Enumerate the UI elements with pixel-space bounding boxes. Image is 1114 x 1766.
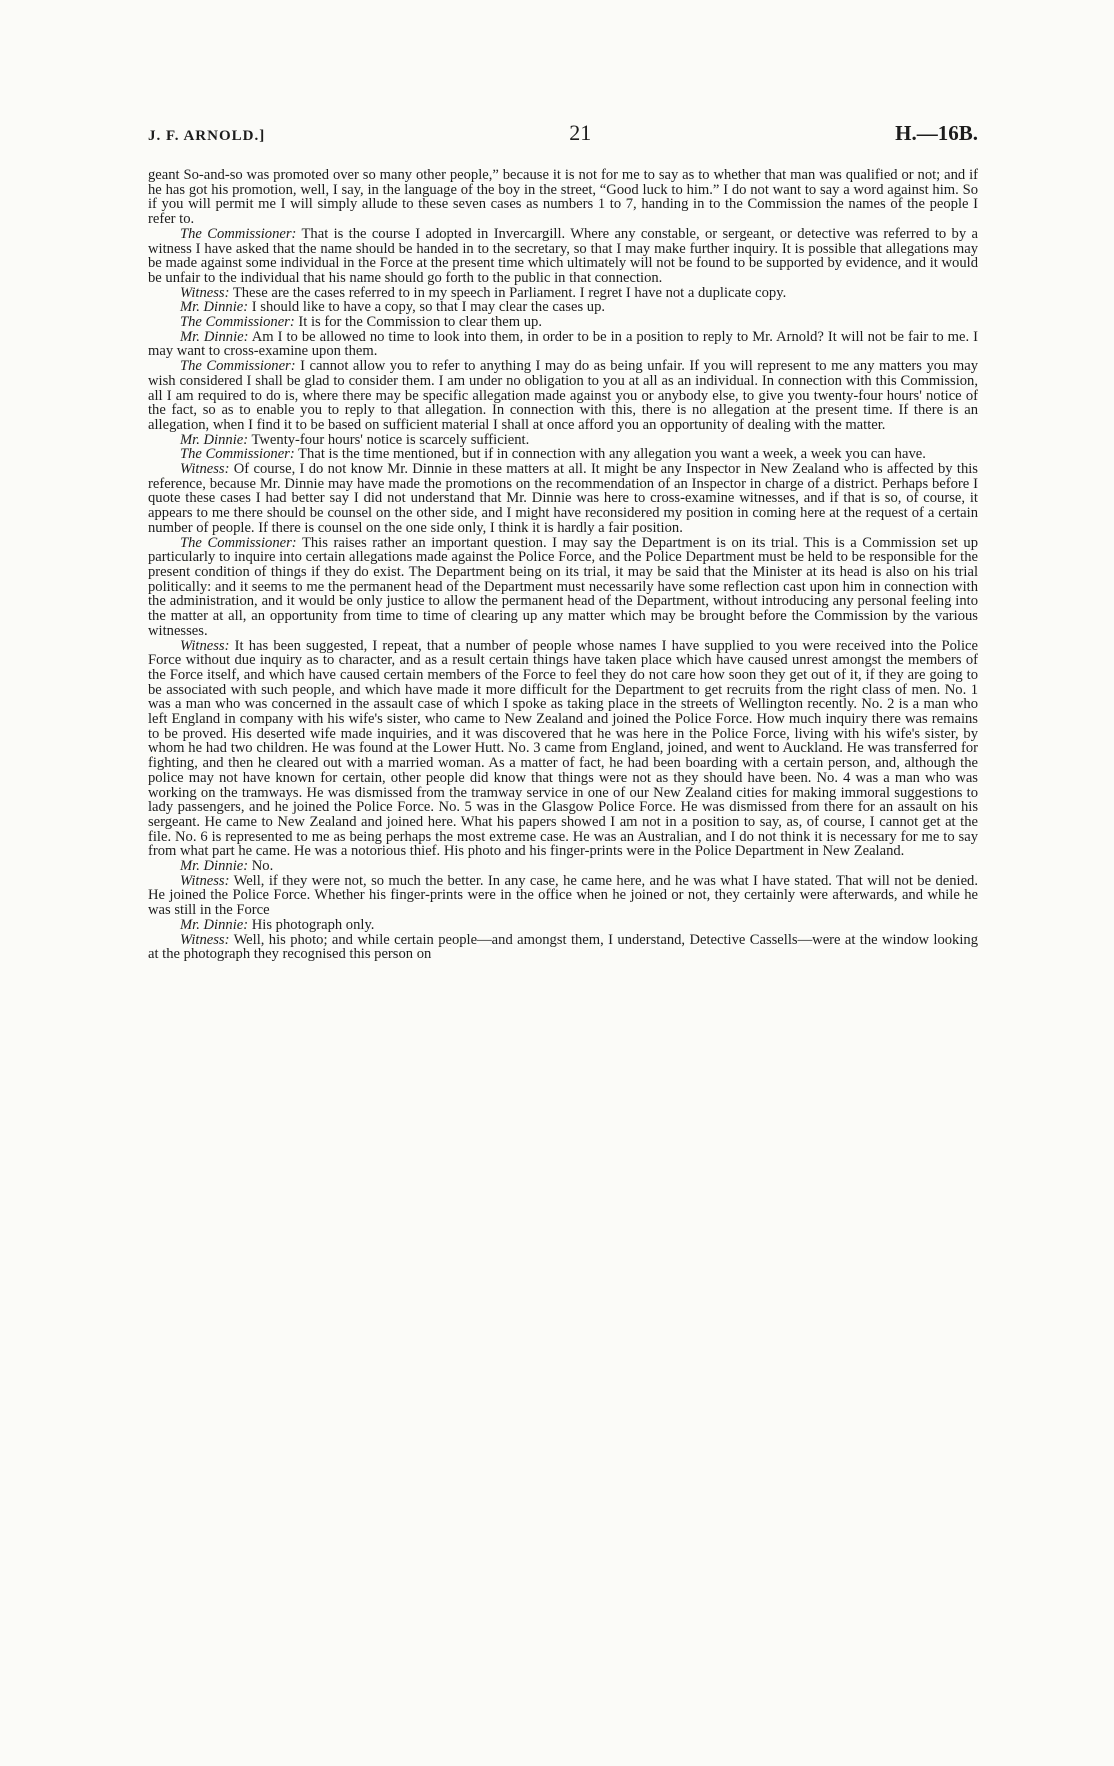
transcript-paragraph: [148, 168, 978, 227]
transcript-paragraph: [148, 447, 978, 462]
paragraph-text: It has been suggested, I repeat, that a number of people whose names I have supplied to you were received into the Police Force without due inquiry as to character, and as a result certain things have taken place which have caused unrest amongst the members of the Force itself, and which have caused certain members of the Force to feel they do not care how soon they get out of it, if they are going to be associated with such people, and which have made it more difficult for the Department to get recruits from the right class of men. No. 1 was a man who was concerned in the assault case of which I spoke as taking place in the streets of Wellington recently. No. 2 is a man who left England in company with his wife's sister, who came to New Zealand and joined the Police Force. How much inquiry there was remains to be proved. His deserted wife made inquiries, and it was discovered that he was here in the Police Force, living with his wife's sister, by whom he had two children. He was found at the Lower Hutt. No. 3 came from England, joined, and went to Auckland. He was transferred for fighting, and then he cleared out with a married woman. As a matter of fact, he had been boarding with a certain person, and, although the police may not have known for certain, other people did know that things were not as they should have been. No. 4 was a man who was working on the tramways. He was dismissed from the tramway service in one of our New Zealand cities for making immoral suggestions to lady passengers, and he joined the Police Force. No. 5 was in the Glasgow Police Force. He was dismissed from there for an assault on his sergeant. He came to New Zealand and joined here. What his papers showed I am not in a position to say, as, of course, I cannot get at the file. No. 6 is represented to me as being perhaps the most extreme case. He was an Australian, and I do not think it is necessary for me to say from what part he came. He was a notorious thief. His photo and his finger-prints were in the Police Department in New Zealand.: [148, 637, 978, 860]
paragraph-text: It is for the Commission to clear them up.: [298, 314, 542, 331]
paragraph-text: That is the course I adopted in Invercargill. Where any constable, or sergeant, or detective was referred to by a witness I have asked that the name should be handed in to the secretary, so that I may make further inquiry. It is possible that allegations may be made against some individual in the Force at the present time which ultimately will not be found to be supported by evidence, and it would be unfair to the individual that his name should go forth to the public in that connection.: [148, 225, 978, 286]
paragraph-text: geant So-and-so was promoted over so many other people,” because it is not for me to say as to whether that man was qualified or not; and if he has got his promotion, well, I say, in the language of the boy in the street, “Good luck to him.” I do not want to say a word against him. So if you will permit me I will simply allude to these seven cases as numbers 1 to 7, handing in to the Commission the names of the people I refer to.: [148, 167, 978, 228]
speaker-label: Mr. Dinnie:: [180, 916, 249, 933]
paragraph-text: I should like to have a copy, so that I may clear the cases up.: [251, 299, 606, 316]
speaker-label: The Commissioner:: [180, 225, 297, 242]
transcript-paragraph: [148, 918, 978, 933]
speaker-label: The Commissioner:: [180, 358, 296, 375]
paragraph-text: His photograph only.: [251, 916, 375, 933]
paragraph-text: Well, his photo; and while certain people—and amongst them, I understand, Detective Cassells—were at the window looking at the photograph they recognised this person on: [148, 931, 979, 963]
paragraph-text: These are the cases referred to in my speech in Parliament. I regret I have not a duplicate copy.: [232, 284, 787, 301]
speaker-label: Mr. Dinnie:: [180, 328, 249, 345]
speaker-label: The Commissioner:: [180, 534, 297, 551]
speaker-label: Witness:: [180, 284, 230, 301]
speaker-label: Mr. Dinnie:: [180, 299, 249, 316]
paragraph-text: I cannot allow you to refer to anything I may do as being unfair. If you will represent to me any matters you may wish considered I shall be glad to consider them. I am under no obligation to you at all as an individual. In connection with this Commission, all I am required to do is, where there may be specific allegation made against you or anybody else, to give you twenty-four hours' notice of the fact, so as to enable you to reply to that allegation. In connection with this, there is no allegation at the present time. If there is an allegation, when I find it to be based on sufficient material I shall at once afford you an opportunity of dealing with the matter.: [148, 358, 978, 433]
paragraph-text: Well, if they were not, so much the better. In any case, he came here, and he was what I have stated. That will not be denied. He joined the Police Force. Whether his finger-prints were in the office when he joined or not, they certainly were afterwards, and while he was still in the Force: [148, 872, 979, 919]
transcript-paragraph: [148, 859, 978, 874]
page-number: 21: [569, 120, 592, 145]
transcript-paragraph: [148, 227, 978, 286]
transcript-paragraph: [148, 315, 978, 330]
paper-reference: H.—16B.: [895, 121, 978, 145]
paragraph-text: No.: [251, 858, 274, 875]
transcript-paragraph: [148, 286, 978, 301]
transcript-paragraph: [148, 639, 978, 860]
transcript-paragraph: [148, 536, 978, 639]
speaker-label: Mr. Dinnie:: [180, 858, 249, 875]
speaker-label: Mr. Dinnie:: [180, 431, 249, 448]
paragraph-text: That is the time mentioned, but if in connection with any allegation you want a week, a week you can have.: [298, 446, 926, 463]
speaker-label: Witness:: [180, 637, 230, 654]
page-header: [148, 120, 978, 168]
transcript-paragraph: [148, 462, 978, 536]
speaker-label: The Commissioner:: [180, 314, 295, 331]
paragraph-text: This raises rather an important question. I may say the Department is on its trial. This is a Commission set up particularly to inquire into certain allegations made against the Police Force, and the Police Department must be held to be responsible for the present condition of things if they do exist. The Department being on its trial, it may be said that the Minister at its head is also on his trial politically: and it seems to me the permanent head of the Department must necessarily have some reflection cast upon him in connection with the administration, and it would be only justice to allow the permanent head of the Department, without introducing any personal feeling into the matter at all, an opportunity from time to time of clearing up any matter which may be brought before the Commission by the various witnesses.: [148, 534, 979, 639]
transcript-body: [148, 168, 978, 962]
transcript-paragraph: [148, 874, 978, 918]
transcript-paragraph: [148, 933, 978, 962]
transcript-paragraph: [148, 433, 978, 448]
witness-header: J. F. ARNOLD.]: [148, 128, 266, 144]
paragraph-text: Twenty-four hours' notice is scarcely sufficient.: [251, 431, 530, 448]
transcript-paragraph: [148, 330, 978, 359]
speaker-label: Witness:: [180, 931, 230, 948]
paragraph-text: Am I to be allowed no time to look into them, in order to be in a position to reply to Mr. Arnold? It will not be fair to me. I may want to cross-examine upon them.: [148, 328, 978, 360]
speaker-label: The Commissioner:: [180, 446, 295, 463]
speaker-label: Witness:: [180, 872, 230, 889]
document-page: [148, 120, 978, 962]
transcript-paragraph: [148, 300, 978, 315]
transcript-paragraph: [148, 359, 978, 433]
speaker-label: Witness:: [180, 461, 230, 478]
paragraph-text: Of course, I do not know Mr. Dinnie in these matters at all. It might be any Inspector in New Zealand who is affected by this reference, because Mr. Dinnie may have made the promotions on the recommendation of an Inspector in charge of a district. Perhaps before I quote these cases I had better say I did not understand that Mr. Dinnie was here to cross-examine witnesses, and if that is so, of course, it appears to me there should be counsel on the other side, and I might have reconsidered my position in coming here at the request of a certain number of people. If there is counsel on the one side only, I think it is hardly a fair position.: [148, 461, 978, 536]
